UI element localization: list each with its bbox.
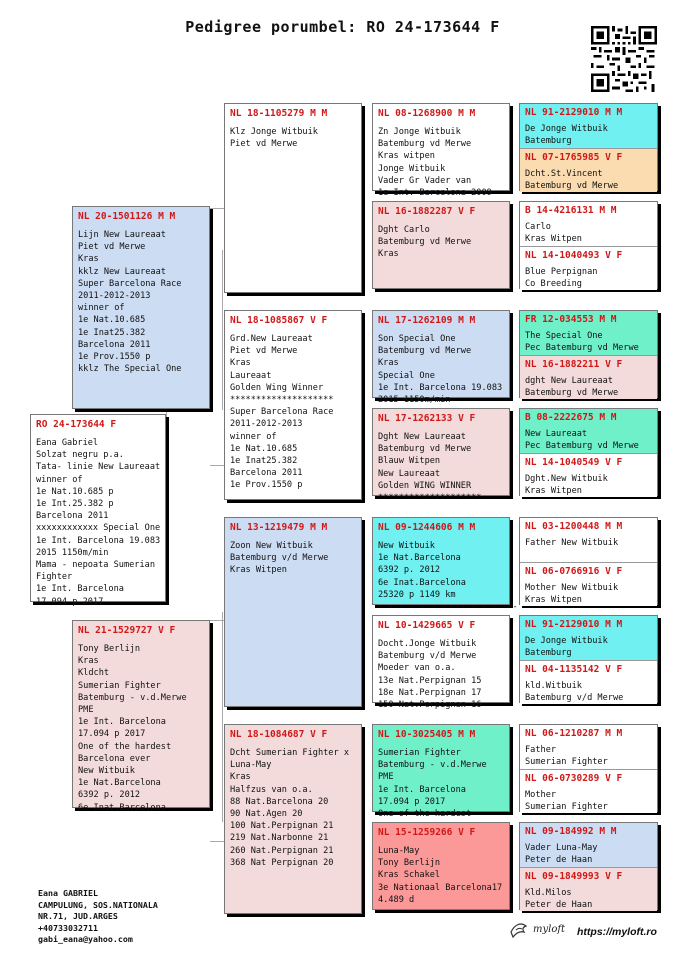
detail-line: PME <box>78 705 94 716</box>
ring-number: NL 15-1259266 V F <box>378 827 476 838</box>
detail-line: Zoon New Witbuik <box>230 541 313 551</box>
subject-pigeon-card[interactable] <box>30 414 166 607</box>
gggp-pair-card <box>519 310 658 398</box>
ring-number: NL 14-1040549 V F <box>525 457 623 468</box>
pigeon-details <box>525 744 652 768</box>
detail-line: winner of <box>36 474 83 485</box>
detail-line: 1e Int. Barcelona 19.083 <box>36 535 161 546</box>
dam-card[interactable] <box>72 620 210 813</box>
detail-line: Tony Berlijn <box>378 858 441 869</box>
gggp-pair-card <box>519 822 658 910</box>
great-grandparent-card[interactable] <box>372 408 510 504</box>
detail-line: Kld.Milos <box>525 888 572 898</box>
detail-line: 219 Nat.Narbonne 21 <box>230 833 329 844</box>
detail-line: Kras Witpen <box>525 595 582 606</box>
detail-line: winner of <box>230 431 277 442</box>
detail-line: 1e Int. Barcelona <box>36 584 124 595</box>
gggp-pair-card <box>519 408 658 496</box>
detail-line: Carlo <box>525 222 551 232</box>
detail-line: 150 Nat.Perpignan 16 <box>378 700 482 711</box>
detail-line: Pec Batemburg vd Merwe <box>525 441 639 452</box>
detail-line: Father New Witbuik <box>525 538 619 548</box>
pigeon-details <box>230 540 356 577</box>
detail-line: Barcelona ever <box>78 753 151 764</box>
detail-line: 1e Prov.1550 p <box>230 480 303 491</box>
detail-line: Jonge Witbuik <box>378 163 446 174</box>
pigeon-details <box>525 375 652 399</box>
detail-line: Sumerian Fighter <box>525 802 608 813</box>
detail-line: Batemburg - v.d.Merwe <box>378 760 487 771</box>
detail-line: Batemburg vd Merwe <box>378 139 472 150</box>
great-grandparent-card[interactable] <box>372 615 510 711</box>
detail-line: dght New Laureaat <box>525 376 613 386</box>
detail-line: Father <box>525 745 557 755</box>
detail-line: Mother New Witbuik <box>525 583 619 593</box>
detail-line: Batemburg vd Merwe <box>378 237 472 248</box>
detail-line: Co Breeding <box>525 279 582 290</box>
ring-number: NL 17-1262133 V F <box>378 413 476 424</box>
pigeon-details <box>378 747 504 820</box>
ring-number: FR 12-034553 M M <box>525 314 617 325</box>
ring-number: NL 18-1105279 M M <box>230 108 328 119</box>
gggp-dam[interactable] <box>520 769 657 813</box>
detail-line: Kras <box>378 249 399 260</box>
detail-line: 88 Nat.Barcelona 20 <box>230 796 329 807</box>
gggp-pair-card <box>519 517 658 605</box>
great-grandparent-card[interactable] <box>372 517 518 613</box>
detail-line: - - - - - - - - - - - - - - <box>378 602 518 613</box>
detail-line: Vader Gr Vader van <box>378 175 472 186</box>
detail-line: Docht.Jonge Witbuik <box>378 639 477 649</box>
detail-line: 1e Nat.Barcelona <box>378 553 461 564</box>
pigeon-details <box>378 540 518 613</box>
gggp-dam[interactable] <box>520 246 657 290</box>
gggp-dam[interactable] <box>520 148 657 192</box>
detail-line: 1e Int.25.382 p <box>36 499 114 510</box>
detail-line: Zn Jonge Witbuik <box>378 127 461 137</box>
detail-line: Laureaat <box>230 370 272 381</box>
pigeon-details <box>378 845 504 906</box>
ring-number: NL 17-1262109 M M <box>378 315 476 326</box>
detail-line: Kras Witpen <box>230 565 287 576</box>
detail-line: 90 Nat.Agen 20 <box>230 809 303 820</box>
detail-line: Kras witpen <box>378 151 435 162</box>
detail-line: Kras <box>78 254 99 265</box>
detail-line: Kras Witpen <box>525 234 582 245</box>
ring-number: NL 91-2129010 M M <box>525 107 623 118</box>
detail-line: Sumerian Fighter <box>525 757 608 768</box>
detail-line: Batemburg vd Merwe <box>525 388 619 399</box>
ring-number: NL 10-3025405 M M <box>378 729 476 740</box>
pigeon-details <box>525 789 652 813</box>
ring-number: NL 18-1085867 V F <box>230 315 328 326</box>
detail-line: Mama - nepoata Sumerian <box>36 560 155 571</box>
detail-line: 17.094 p 2017 <box>36 596 104 607</box>
detail-line: 3e Nationaal Barcelona17 <box>378 882 503 893</box>
ring-number: NL 09-184992 M M <box>525 826 617 837</box>
detail-line: Luna-May <box>378 846 420 856</box>
gggp-sire[interactable] <box>520 725 657 769</box>
detail-line: New Laureaat <box>378 468 441 479</box>
great-grandparent-card[interactable] <box>372 310 510 406</box>
detail-line: New Witbuik <box>378 541 435 551</box>
ring-number: NL 07-1765985 V F <box>525 152 623 163</box>
detail-line: 17.094 p 2017 <box>78 729 146 740</box>
detail-line: Batemburg - v.d.Merwe <box>78 692 187 703</box>
detail-line: 260 Nat.Perpignan 21 <box>230 845 334 856</box>
detail-line: 1e Int. Barcelona 2009 <box>378 188 492 199</box>
detail-line: Batemburg v/d Merwe <box>525 693 624 704</box>
pigeon-details <box>525 266 652 290</box>
detail-line: 1e Nat.Barcelona <box>78 778 161 789</box>
detail-line: Sumerian Fighter <box>78 680 161 691</box>
ring-number: NL 06-0766916 V F <box>525 566 623 577</box>
detail-line: De Jonge Witbuik <box>525 636 608 646</box>
ring-number: NL 04-1135142 V F <box>525 664 623 675</box>
ring-number: NL 08-1268900 M M <box>378 108 476 119</box>
gggp-sire[interactable] <box>520 823 657 867</box>
great-grandparent-card[interactable] <box>372 103 510 199</box>
detail-line: Peter de Haan <box>525 855 593 866</box>
page-title: Pedigree porumbel: RO 24-173644 F <box>185 18 500 36</box>
pigeon-details <box>230 747 356 869</box>
pigeon-details <box>230 126 356 150</box>
detail-line: Kras <box>78 656 99 667</box>
ring-number: NL 18-1084687 V F <box>230 729 328 740</box>
ring-number: NL 91-2129010 M M <box>525 619 623 630</box>
detail-line: 6e Inat.Barcelona <box>78 802 166 813</box>
gggp-pair-card <box>519 615 658 703</box>
website-link[interactable]: https://myloft.ro <box>577 926 657 938</box>
detail-line: Barcelona 2011 <box>78 339 151 350</box>
ring-number: RO 24-173644 F <box>36 419 117 430</box>
pigeon-details <box>378 333 504 406</box>
gggp-dam[interactable] <box>520 453 657 497</box>
detail-line: 6e Inat.Barcelona <box>378 577 466 588</box>
detail-line: Kras Schakel <box>378 870 441 881</box>
detail-line: Dght.New Witbuik <box>525 474 608 484</box>
detail-line: Kras <box>230 772 251 783</box>
detail-line: Dcht.St.Vincent <box>525 169 603 179</box>
detail-line: Kldcht <box>78 668 110 679</box>
detail-line: Barcelona 2011 <box>36 511 109 522</box>
pigeon-details <box>525 330 652 354</box>
detail-line: Vader Luna-May <box>525 843 598 853</box>
detail-line: Blauw Witpen <box>378 456 441 467</box>
detail-line: The Special One <box>525 331 603 341</box>
detail-line: Dcht Sumerian Fighter x <box>230 748 349 758</box>
gggp-dam[interactable] <box>520 562 657 606</box>
detail-line: PME <box>378 772 394 783</box>
gggp-dam[interactable] <box>520 660 657 704</box>
pigeon-details <box>525 168 652 192</box>
detail-line: Sumerian Fighter <box>378 748 461 758</box>
detail-line: Piet vd Merwe <box>78 242 146 253</box>
detail-line: Kras Witpen <box>525 486 582 497</box>
gggp-sire[interactable] <box>520 311 657 355</box>
detail-line: 6392 p. 2012 <box>378 565 441 576</box>
owner-contact <box>38 888 158 946</box>
pigeon-details <box>525 221 652 245</box>
pigeon-details <box>378 126 504 199</box>
detail-line: Golden Wing Winner <box>230 382 324 393</box>
ring-number: NL 06-1210287 M M <box>525 728 623 739</box>
detail-line: kld.Witbuik <box>525 681 582 691</box>
pigeon-details <box>525 635 652 659</box>
detail-line: Piet vd Merwe <box>230 346 298 357</box>
pigeon-details <box>525 123 652 147</box>
detail-line: Dght New Laureaat <box>378 432 466 442</box>
detail-line: Batemburg vd Merwe <box>525 181 619 192</box>
detail-line: Batemburg <box>525 648 572 659</box>
detail-line: 2011-2012-2013 <box>230 419 303 430</box>
detail-line: 2015 1150m/min <box>378 395 451 406</box>
detail-line: Kras <box>378 358 399 369</box>
ring-number: NL 21-1529727 V F <box>78 625 176 636</box>
ring-number: B 14-4216131 M M <box>525 205 617 216</box>
qr-code-icon <box>591 26 657 92</box>
ring-number: NL 06-0730289 V F <box>525 773 623 784</box>
pigeon-details <box>378 638 504 711</box>
detail-line: Batemburg vd Merwe <box>378 444 472 455</box>
detail-line: Tata- linie New Laureaat <box>36 462 161 473</box>
pigeon-details <box>525 582 652 606</box>
detail-line: 1e Inat25.382 <box>230 456 298 467</box>
detail-line: Klz Jonge Witbuik <box>230 127 318 137</box>
detail-line: Fighter <box>36 572 73 583</box>
detail-line: Kras <box>230 358 251 369</box>
detail-line: 1e Prov.1550 p <box>78 352 151 363</box>
ring-number: NL 09-1244606 M M <box>378 522 476 533</box>
detail-line: 1e Int. Barcelona 19.083 <box>378 382 503 393</box>
detail-line: 25320 p 1149 km <box>378 589 456 600</box>
detail-line: New Laureaat <box>525 429 588 439</box>
great-grandparent-card[interactable] <box>372 822 510 910</box>
pigeon-details <box>78 229 204 375</box>
ring-number: NL 13-1219479 M M <box>230 522 328 533</box>
pigeon-details <box>378 224 504 261</box>
detail-line: xxxxxxxxxxxx Special One <box>36 523 161 534</box>
detail-line: Eana Gabriel <box>36 438 99 448</box>
detail-line: 18e Nat.Perpignan 17 <box>378 687 482 698</box>
detail-line: 1e Inat25.382 <box>78 327 146 338</box>
detail-line: Batemburg <box>525 136 572 147</box>
owner-address: CAMPULUNG, SOS.NATIONALA <box>38 899 158 910</box>
gggp-pair-card <box>519 724 658 812</box>
detail-line: De Jonge Witbuik <box>525 124 608 134</box>
gggp-pair-card <box>519 201 658 289</box>
pigeon-details <box>378 431 504 504</box>
pigeon-details <box>36 437 160 608</box>
gggp-dam[interactable] <box>520 355 657 399</box>
owner-name: Eana GABRIEL <box>38 888 98 898</box>
detail-line: 17.094 p 2017 <box>378 796 446 807</box>
ring-number: NL 14-1040493 V F <box>525 250 623 261</box>
detail-line: Batemburg v/d Merwe <box>378 651 477 662</box>
detail-line: Blue Perpignan <box>525 267 598 277</box>
detail-line: Luna-May <box>230 760 272 771</box>
pigeon-details <box>230 333 356 492</box>
detail-line: 2015 1150m/min <box>36 547 109 558</box>
detail-line: Grd.New Laureaat <box>230 334 313 344</box>
detail-line: Dght Carlo <box>378 225 430 235</box>
detail-line: Super Barcelona Race <box>78 278 182 289</box>
detail-line: 1e Nat.10.685 <box>230 443 298 454</box>
detail-line: New Witbuik <box>78 766 135 777</box>
pigeon-details <box>525 887 652 911</box>
detail-line: 1e Int. Barcelona <box>378 784 466 795</box>
detail-line: Batemburg vd Merwe <box>378 346 472 357</box>
ring-number: NL 16-1882211 V F <box>525 359 623 370</box>
gggp-sire[interactable] <box>520 202 657 246</box>
pigeon-details <box>525 537 652 549</box>
owner-address: NR.71, JUD.ARGES <box>38 911 118 921</box>
detail-line: Mother <box>525 790 557 800</box>
brand-logo-text: myloft <box>533 924 566 935</box>
detail-line: Solzat negru p.a. <box>36 450 124 461</box>
detail-line: 2011-2012-2013 <box>78 291 151 302</box>
owner-phone[interactable]: +40733032711 <box>38 922 98 933</box>
detail-line: Golden WING WINNER <box>378 480 472 491</box>
detail-line: Moeder van o.a. <box>378 663 456 674</box>
sire-card[interactable] <box>72 206 210 409</box>
detail-line: Piet vd Merwe <box>230 139 298 150</box>
pigeon-details <box>525 428 652 452</box>
detail-line: 4.489 d <box>378 894 415 905</box>
gggp-dam[interactable] <box>520 867 657 911</box>
gggp-sire[interactable] <box>520 616 657 660</box>
pigeon-details <box>525 842 652 866</box>
ring-number: NL 09-1849993 V F <box>525 871 623 882</box>
detail-line: 1e Int. Barcelona <box>78 717 166 728</box>
detail-line: Super Barcelona Race <box>230 407 334 418</box>
ring-number: NL 20-1501126 M M <box>78 211 176 222</box>
detail-line: ******************** <box>378 493 482 504</box>
detail-line: 100 Nat.Perpignan 21 <box>230 821 334 832</box>
granddam-maternal-card[interactable] <box>224 724 362 914</box>
detail-line: One of the hardest <box>78 741 172 752</box>
detail-line: kklz New Laureaat <box>78 266 166 277</box>
ring-number: NL 16-1882287 V F <box>378 206 476 217</box>
ring-number: NL 03-1200448 M M <box>525 521 623 532</box>
detail-line: Pec Batemburg vd Merwe <box>525 343 639 354</box>
gggp-sire[interactable] <box>520 104 657 148</box>
gggp-sire[interactable] <box>520 409 657 453</box>
detail-line: ******************** <box>230 395 334 406</box>
detail-line: Barcelona 2011 <box>230 468 303 479</box>
detail-line: Tony Berlijn <box>78 644 141 654</box>
detail-line: 1e Nat.10.685 <box>78 315 146 326</box>
detail-line: Batemburg v/d Merwe <box>230 553 329 564</box>
pigeon-details <box>525 473 652 497</box>
ring-number: B 08-2222675 M M <box>525 412 617 423</box>
detail-line: 368 Nat Perpignan 20 <box>230 857 334 868</box>
pigeon-details <box>525 680 652 704</box>
detail-line: 1e Nat.10.685 p <box>36 486 114 497</box>
owner-email[interactable]: gabi_eana@yahoo.com <box>38 934 133 944</box>
detail-line: Son Special One <box>378 334 456 344</box>
gggp-pair-card <box>519 103 658 191</box>
detail-line: 13e Nat.Perpignan 15 <box>378 675 482 686</box>
grandsire-maternal-card[interactable] <box>224 517 362 707</box>
great-grandparent-card[interactable] <box>372 201 510 289</box>
pigeon-details <box>78 643 204 814</box>
detail-line: One of the hardest <box>378 809 472 820</box>
detail-line: Special One <box>378 370 435 381</box>
detail-line: winner of <box>78 303 125 314</box>
detail-line: 6392 p. 2012 <box>78 790 141 801</box>
grandsire-paternal-card[interactable] <box>224 103 362 293</box>
detail-line: Peter de Haan <box>525 900 593 911</box>
great-grandparent-card[interactable] <box>372 724 510 820</box>
ring-number: NL 10-1429665 V F <box>378 620 476 631</box>
detail-line: Lijn New Laureaat <box>78 230 166 240</box>
granddam-paternal-card[interactable] <box>224 310 362 500</box>
detail-line: Halfzus van o.a. <box>230 784 313 795</box>
detail-line: kklz The Special One <box>78 364 182 375</box>
gggp-sire[interactable] <box>520 518 657 562</box>
